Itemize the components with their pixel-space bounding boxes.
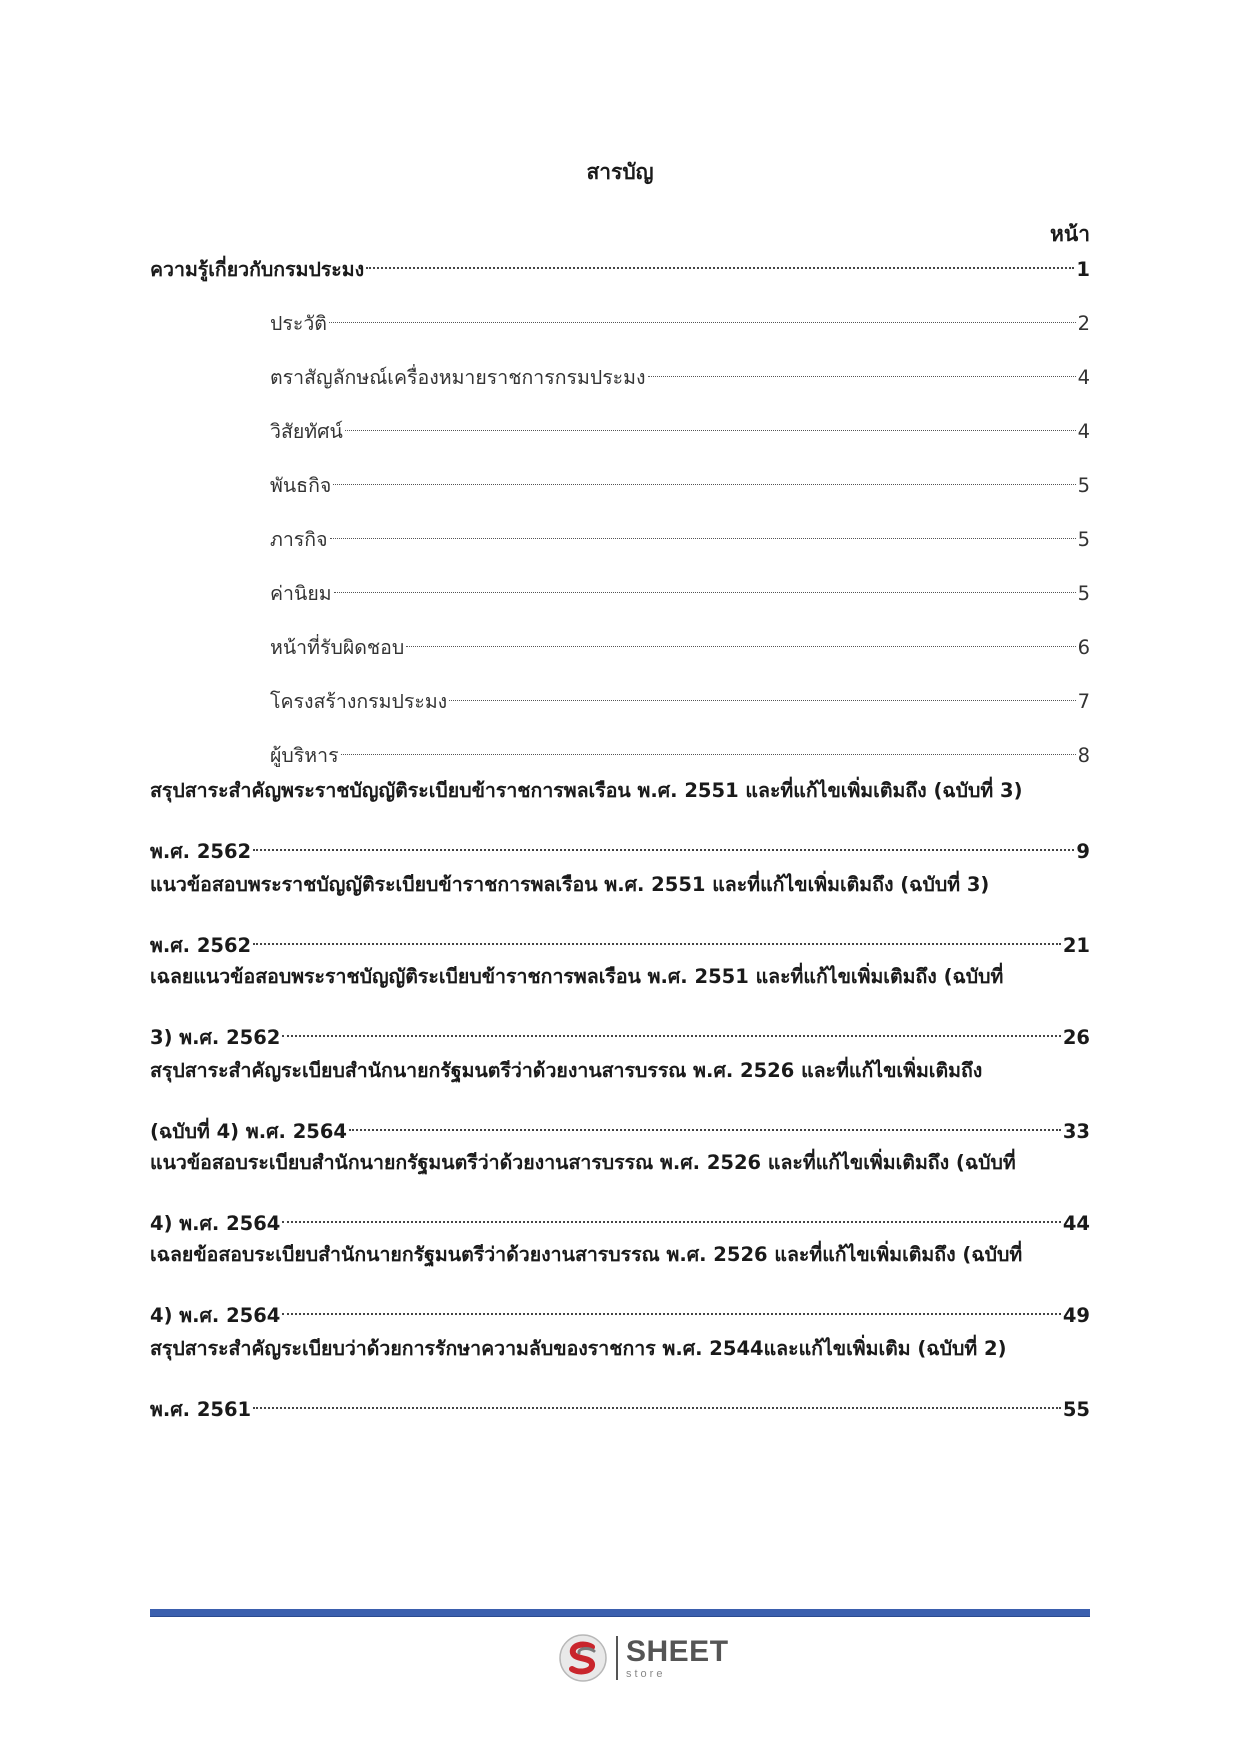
dot-leader (345, 408, 1076, 438)
toc-sub-entry (150, 300, 1090, 335)
toc-sub-entry (150, 354, 1090, 389)
toc-sub-entry (150, 624, 1090, 659)
toc-entry-row (150, 732, 1090, 767)
toc-page-number: 4 (1077, 366, 1090, 389)
toc-sub-entry (150, 462, 1090, 497)
dot-leader (349, 1108, 1061, 1138)
toc-entry-row (150, 246, 1090, 281)
toc-entry-title-line: สรุปสาระสำคัญระเบียบสำนักนายกรัฐมนตรีว่าด้วยงานสารบรรณ พ.ศ. 2526 และที่แก้ไขเพิ่มเติมถึง (150, 1059, 983, 1082)
toc-entry-title-line: เฉลยข้อสอบระเบียบสำนักนายกรัฐมนตรีว่าด้วยงานสารบรรณ พ.ศ. 2526 และที่แก้ไขเพิ่มเติมถึง (ฉบับที่ (150, 1243, 1023, 1266)
toc-entry-title: ประวัติ (270, 312, 327, 335)
toc-entry-row (150, 300, 1090, 335)
toc-entry-title-line: สรุปสาระสำคัญระเบียบว่าด้วยการรักษาความลับของราชการ พ.ศ. 2544และแก้ไขเพิ่มเติม (ฉบับที่ 2) (150, 1337, 1007, 1360)
toc-entry-title-line: สรุปสาระสำคัญพระราชบัญญัติระเบียบข้าราชการพลเรือน พ.ศ. 2551 และที่แก้ไขเพิ่มเติมถึง (ฉบับที่ 3) (150, 779, 1023, 802)
toc-entry-row (150, 1386, 1090, 1421)
toc-sub-entry (150, 732, 1090, 767)
toc-entry-title: ตราสัญลักษณ์เครื่องหมายราชการกรมประมง (270, 366, 646, 389)
toc-entry-title: 3) พ.ศ. 2562 (150, 1026, 281, 1049)
toc-entry-title: พันธกิจ (270, 474, 332, 497)
toc-page-number: 33 (1062, 1120, 1090, 1143)
logo-text (626, 1634, 729, 1680)
toc-page-number: 55 (1062, 1398, 1090, 1421)
toc-page-number: 2 (1077, 312, 1090, 335)
dot-leader (253, 1386, 1061, 1416)
dot-leader (282, 1200, 1060, 1230)
toc-entry-title: ผู้บริหาร (270, 744, 339, 767)
toc-page-number: 49 (1062, 1304, 1090, 1327)
toc-entry-title-line: แนวข้อสอบพระราชบัญญัติระเบียบข้าราชการพลเรือน พ.ศ. 2551 และที่แก้ไขเพิ่มเติมถึง (ฉบับที่ 3) (150, 873, 990, 896)
dot-leader (341, 732, 1076, 762)
toc-page-number: 5 (1077, 582, 1090, 605)
dot-leader (282, 1014, 1060, 1044)
toc-main-entry (150, 870, 1090, 957)
dot-leader (366, 246, 1074, 276)
toc-sub-entry (150, 678, 1090, 713)
toc-entry-row (150, 354, 1090, 389)
toc-page-number: 6 (1077, 636, 1090, 659)
toc-page-number: 7 (1077, 690, 1090, 713)
dot-leader (253, 828, 1074, 858)
toc-entry-row (150, 462, 1090, 497)
dot-leader (406, 624, 1075, 654)
toc-entry-row (150, 570, 1090, 605)
toc-main-entry (150, 962, 1090, 1049)
logo-word: SHEET (626, 1634, 729, 1668)
toc-entry-row (150, 1292, 1090, 1327)
dot-leader (648, 354, 1076, 384)
toc-entry-title: 4) พ.ศ. 2564 (150, 1212, 281, 1235)
dot-leader (253, 922, 1061, 952)
toc-entry-row (150, 516, 1090, 551)
toc-entry-row (150, 1014, 1090, 1049)
dot-leader (449, 678, 1075, 708)
toc-main-entry (150, 1240, 1090, 1327)
dot-leader (333, 462, 1075, 492)
toc-entry-title: 4) พ.ศ. 2564 (150, 1304, 281, 1327)
toc-entry-title: พ.ศ. 2562 (150, 840, 252, 863)
toc-entry-title-line: เฉลยแนวข้อสอบพระราชบัญญัติระเบียบข้าราชการพลเรือน พ.ศ. 2551 และที่แก้ไขเพิ่มเติมถึง (ฉบับที่ (150, 965, 1004, 988)
toc-entry-row (150, 828, 1090, 863)
toc-entry-row (150, 1108, 1090, 1143)
toc-entry-title: พ.ศ. 2562 (150, 934, 252, 957)
toc-sub-entry (150, 408, 1090, 443)
sheet-store-logo-icon (558, 1633, 608, 1683)
toc-main-entry (150, 246, 1090, 281)
page-column-header: หน้า (1050, 222, 1090, 246)
toc-entry-row (150, 922, 1090, 957)
toc-page-number: 26 (1062, 1026, 1090, 1049)
toc-main-entry (150, 1148, 1090, 1235)
logo-subword: store (626, 1667, 666, 1680)
toc-page-number: 44 (1062, 1212, 1090, 1235)
toc-page-number: 9 (1076, 840, 1090, 863)
toc-entry-title: โครงสร้างกรมประมง (270, 690, 448, 713)
toc-entry-row (150, 408, 1090, 443)
footer-divider (150, 1609, 1090, 1616)
toc-main-entry (150, 1334, 1090, 1421)
toc-entry-title: ค่านิยม (270, 582, 332, 605)
dot-leader (334, 570, 1076, 600)
toc-page-number: 5 (1077, 528, 1090, 551)
toc-sub-entry (150, 516, 1090, 551)
toc-entry-title: พ.ศ. 2561 (150, 1398, 252, 1421)
toc-page-number: 8 (1077, 744, 1090, 767)
toc-page-number: 1 (1076, 258, 1090, 281)
toc-page-number: 4 (1077, 420, 1090, 443)
sheet-store-logo (558, 1633, 729, 1683)
toc-page-number: 5 (1077, 474, 1090, 497)
toc-entry-row (150, 678, 1090, 713)
toc-entry-title: วิสัยทัศน์ (270, 420, 343, 443)
toc-entry-row (150, 1200, 1090, 1235)
dot-leader (330, 516, 1076, 546)
toc-entry-title: ภารกิจ (270, 528, 328, 551)
toc-page-number: 21 (1062, 934, 1090, 957)
toc-sub-entry (150, 570, 1090, 605)
toc-entry-row (150, 624, 1090, 659)
toc-title: สารบัญ (586, 160, 654, 184)
dot-leader (329, 300, 1076, 330)
toc-entry-title: หน้าที่รับผิดชอบ (270, 636, 405, 659)
toc-main-entry (150, 776, 1090, 863)
logo-separator (616, 1636, 618, 1680)
dot-leader (282, 1292, 1060, 1322)
toc-entry-title: (ฉบับที่ 4) พ.ศ. 2564 (150, 1120, 347, 1143)
toc-main-entry (150, 1056, 1090, 1143)
toc-entry-title-line: แนวข้อสอบระเบียบสำนักนายกรัฐมนตรีว่าด้วยงานสารบรรณ พ.ศ. 2526 และที่แก้ไขเพิ่มเติมถึง (ฉบับที่ (150, 1151, 1016, 1174)
toc-entry-title: ความรู้เกี่ยวกับกรมประมง (150, 258, 365, 281)
